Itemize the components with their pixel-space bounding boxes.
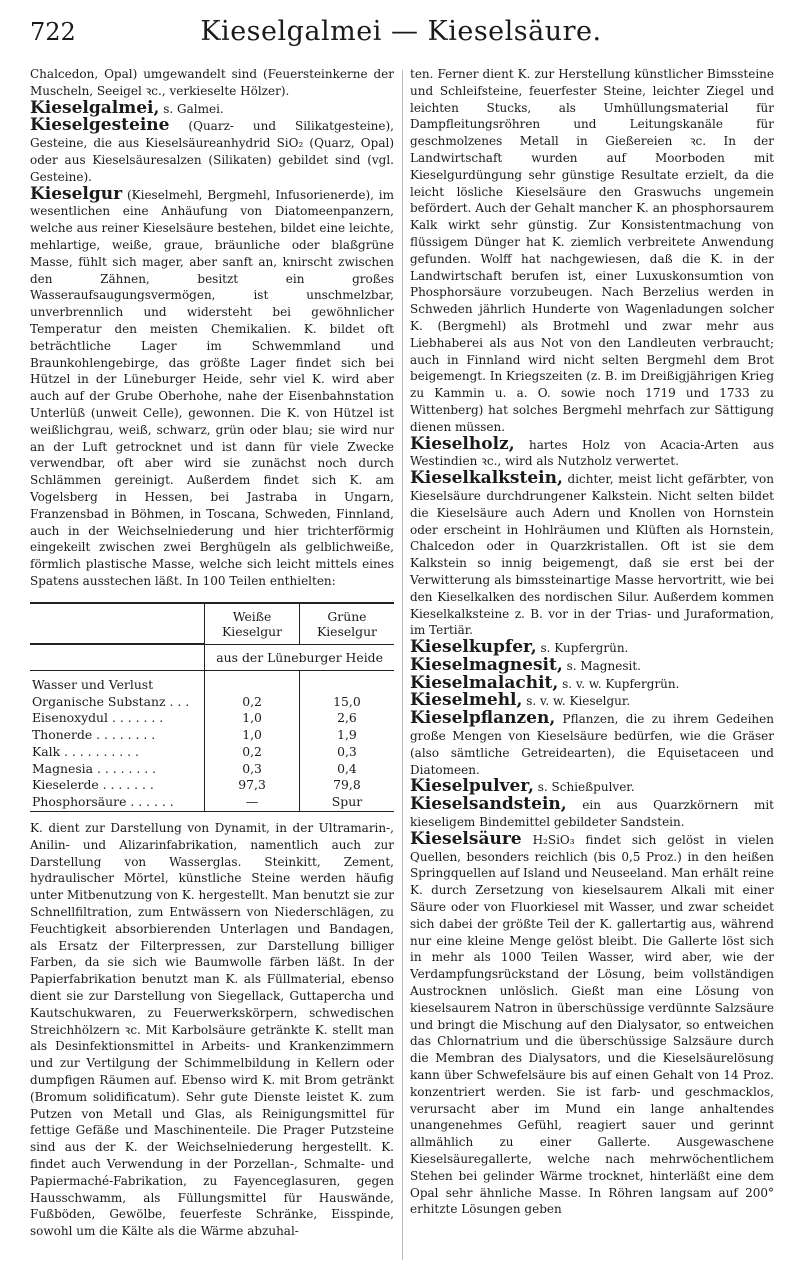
- row-label: Organische Substanz . . .: [32, 693, 190, 709]
- table-header-white: Weiße Kieselgur: [205, 603, 300, 645]
- row-value: 1,9: [299, 727, 394, 744]
- entry-term: Kieselmagnesit,: [410, 654, 563, 675]
- page-header: [30, 14, 772, 54]
- entry-kieselkalkstein: Kieselkalkstein, dichter, meist licht gefärbter, von Kieselsäure durchdrungener Kalkstein. Nicht selten bildet die Kieselsäure auch Adern und Knollen von Hornstein oder erscheint in Hohlräumen und Klüften als Hornstein, Chalcedon oder in Quarzkristallen. Oft ist sie dem Kalkstein so innig beigemengt, daß sie erst bei der Verwitterung als bimssteinartige Masse hervortritt, wie bei den Kieselkalken des nordischen Silur. Außerdem kommen Kieselkalksteine z. B. vor in der Trias- und Juraformation, im Tertiär.: [410, 468, 774, 638]
- row-value: 0,3: [205, 761, 300, 778]
- entry-term: Kieselpulver,: [410, 776, 534, 797]
- table-subheader: aus der Lüneburger Heide: [205, 644, 394, 670]
- row-label: Wasser und Verlust: [32, 676, 154, 692]
- entry-term: Kieselkupfer,: [410, 637, 537, 658]
- entry-term: Kieselholz,: [410, 433, 515, 454]
- entry-term: Kieselpflanzen,: [410, 708, 556, 729]
- entry-continuation: ten. Ferner dient K. zur Herstellung künstlicher Bimssteine und Schleifsteine, feuerfester Steine, leichter Ziegel und leichten Stucks, als Umhüllungsmaterial für Dampfleitungsröhren und Leitungskanäle für geschmolzenes Metall in Gießereien ꝛc. In der Landwirtschaft wurden auf Moorboden mit Kieselgurdüngung sehr günstige Resultate erzielt, da die leicht lösliche Kieselsäure den Graswuchs ungemein befördert. Auch der Gehalt mancher K. an phosphorsaurem Kalk wirkt sehr günstig. Zur Konsistentmachung von flüssigem Dünger hat K. ziemlich verbreitete Anwendung gefunden. Wolff hat nachgewiesen, daß die K. in der Landwirtschaft berufen ist, einer Luxuskonsumtion von Phosphorsäure vorzubeugen. Nach Berzelius werden in Schweden jährlich Hunderte von Wagenladungen solcher K. (Bergmehl) als Brotmehl und zwar mehr aus Liebhaberei als aus Not von den Landleuten verbraucht; auch in Finnland wird nicht selten Bergmehl dem Brot beigemengt. In Kriegszeiten (z. B. im Dreißigjährigen Krieg zu Kammin u. a. O. sowie noch 1719 und 1733 zu Wittenberg) hat solches Bergmehl mehrfach zur Sättigung dienen müssen.: [410, 67, 775, 434]
- table-row: [30, 670, 394, 693]
- table-corner: [30, 603, 205, 645]
- row-value: 0,4: [299, 761, 394, 778]
- table-row: [30, 727, 394, 744]
- row-value: 97,3: [205, 777, 300, 794]
- entry-term: Kieselgesteine: [30, 115, 170, 136]
- entry-kieselpulver: Kieselpulver, s. Schießpulver.: [410, 776, 635, 797]
- row-value: 0,3: [299, 744, 394, 761]
- entry-kieselholz: Kieselholz, hartes Holz von Acacia-Arten aus Westindien ꝛc., wird als Nutzholz verwertet.: [410, 433, 774, 469]
- row-value: 79,8: [299, 777, 394, 794]
- row-value: Spur: [299, 794, 394, 811]
- column-divider: [402, 70, 403, 1260]
- entry-term: Kieselsäure: [410, 828, 522, 849]
- row-value: 0,2: [205, 694, 300, 711]
- table-row: [30, 761, 394, 778]
- row-label: Eisenoxydul . . . . . . .: [32, 710, 164, 726]
- entry-term: Kieselgalmei,: [30, 97, 160, 118]
- row-value: [299, 670, 394, 693]
- row-label: Kalk . . . . . . . . . .: [32, 743, 139, 759]
- entry-kieselgesteine: Kieselgesteine (Quarz- und Silikatgesteine), Gesteine, die aus Kieselsäureanhydrid SiO₂ (Quarz, Opal) oder aus Kieselsäuresalzen (Silikaten) gebildet sind (vgl. Gesteine).: [30, 115, 394, 184]
- left-column: [30, 66, 394, 1240]
- table-row: [30, 694, 394, 711]
- table-row: [30, 777, 394, 794]
- entry-term: Kieselmalachit,: [410, 672, 559, 693]
- row-value: 0,2: [205, 744, 300, 761]
- row-value: 1,0: [205, 727, 300, 744]
- row-value: 2,6: [299, 710, 394, 727]
- entry-term: Kieselgur: [30, 183, 123, 204]
- entry-kieselgur: Kieselgur (Kieselmehl, Bergmehl, Infusorienerde), im wesentlichen eine Anhäufung von Diatomeenpanzern, welche aus reiner Kieselsäure bestehen, bildet eine leichte, mehlartige, weiße, graue, bräunliche oder blaßgrüne Masse, fühlt sich mager, aber sanft an, knirscht zwischen den Zähnen, besitzt ein großes Wasseraufsaugungsvermögen, ist unschmelzbar, unverbrennlich und widersteht bei gewöhnlicher Temperatur den meisten Chemikalien. K. bildet oft beträchtliche Lager im Schwemmland und Braunkohlengebirge, das größte Lager findet sich bei Hützel in der Lüneburger Heide, sehr viel K. wird aber auch auf der Grube Oberhohe, nahe der Eisenbahnstation Unterlüß (unweit Celle), gewonnen. Die K. von Hützel ist weißlichgrau, weiß, schwarz, grün oder blau; sie wird nur an der Luft getrocknet und ist dann für viele Zwecke verwendbar, oft aber wird sie zunächst noch durch Schlämmen gereinigt. Außerdem findet sich K. am Vogelsberg in Hessen, bei Jastraba in Ungarn, Franzensbad in Böhmen, in Toscana, Schweden, Finnland, auch in der Weichselniederung und hier trichterförmig eingekeilt zwischen zwei Berghügeln als gelblichweiße, förmlich plastische Masse, welche sich leicht mittels eines Spatens ausstechen läßt. In 100 Teilen enthielten:: [30, 183, 394, 588]
- row-label: Thonerde . . . . . . . .: [32, 727, 156, 743]
- running-title: Kieselgalmei — Kieselsäure.: [200, 16, 602, 47]
- row-value: [205, 670, 300, 693]
- row-value: 1,0: [205, 710, 300, 727]
- entry-term: Kieselsandstein,: [410, 794, 567, 815]
- table-row: [30, 744, 394, 761]
- entry-kieselkupfer: Kieselkupfer, s. Kupfergrün.: [410, 637, 629, 658]
- composition-table: [30, 602, 394, 812]
- entry-continuation: Chalcedon, Opal) umgewandelt sind (Feuersteinkerne der Muscheln, Seeigel ꝛc., verkieselte Hölzer).: [30, 67, 394, 98]
- row-value: —: [205, 794, 300, 811]
- page-number: 722: [30, 18, 76, 46]
- table-header-green: Grüne Kieselgur: [299, 603, 394, 645]
- entry-kieselsaeure: Kieselsäure H₂SiO₃ findet sich gelöst in vielen Quellen, besonders reichlich (bis 0,5 Proz.) in den heißen Springquellen auf Island und Neuseeland. Man erhält reine K. durch Zersetzung von kieselsaurem Alkali mit einer Säure oder von Fluorkiesel mit Wasser, und zwar scheidet sich dabei der größte Teil der K. gallertartig aus, während nur eine kleine Menge gelöst bleibt. Die Gallerte löst sich in mehr als 1000 Teilen Wasser, wird aber, wie der Verdampfungsrückstand der Lösung, beim vollständigen Austrocknen unlöslich. Gießt man eine Lösung von kieselsaurem Natron in überschüssige verdünnte Salzsäure und bringt die Mischung auf den Dialysator, so entweichen das Chlornatrium und die überschüssige Salzsäure durch die Membran des Dialysators, und die Kieselsäurelösung kann über Schwefelsäure bis auf einen Gehalt von 14 Proz. konzentriert werden. Sie ist farb- und geschmacklos, verursacht aber im Mund ein lange anhaltendes unangenehmes Gefühl, reagiert sauer und gerinnt allmählich zu einer Gallerte. Ausgewaschene Kieselsäuregallerte, welche nach mehrwöchentlichem Stehen bei gelinder Wärme trocknet, hinterläßt eine dem Opal sehr ähnliche Masse. In Röhren langsam auf 200° erhitzte Lösungen geben: [410, 828, 774, 1217]
- entry-term: Kieselmehl,: [410, 690, 523, 711]
- row-label: Kieselerde . . . . . . .: [32, 777, 154, 793]
- row-value: 15,0: [299, 694, 394, 711]
- entry-kieselmalachit: Kieselmalachit, s. v. w. Kupfergrün.: [410, 672, 680, 693]
- entry-kieselsandstein: Kieselsandstein, ein aus Quarzkörnern mit kieseligem Bindemittel gebildeter Sandstein.: [410, 794, 774, 830]
- entry-kieselgalmei: Kieselgalmei, s. Galmei.: [30, 97, 224, 118]
- entry-kieselmehl: Kieselmehl, s. v. w. Kieselgur.: [410, 690, 631, 711]
- entry-kieselpflanzen: Kieselpflanzen, Pflanzen, die zu ihrem Gedeihen große Mengen von Kieselsäure bedürfen, wie die Gräser (also sämtliche Getreidearten), die Equisetaceen und Diatomeen.: [410, 708, 774, 777]
- right-column: [410, 66, 774, 1218]
- row-label: Phosphorsäure . . . . . .: [30, 794, 205, 811]
- table-row: [30, 710, 394, 727]
- row-label: Magnesia . . . . . . . .: [32, 760, 157, 776]
- table-row: [30, 794, 394, 811]
- entry-kieselgur-uses: K. dient zur Darstellung von Dynamit, in der Ultramarin-, Anilin- und Alizarinfabrikation, namentlich auch zur Darstellung von Wasserglas. Steinkitt, Zement, hydraulischer Mörtel, künstliche Steine werden häufig unter Mitbenutzung von K. hergestellt. Man benutzt sie zur Schnellfiltration, zum Entwässern von Niederschlägen, zu Feuchtigkeit absorbierenden Unterlagen und Bandagen, als Ersatz der Filterpressen, zur Darstellung billiger Farben, da sie sich wie Baumwolle färben läßt. In der Papierfabrikation benutzt man K. als Füllmaterial, ebenso dient sie zur Darstellung von Siegellack, Guttapercha und Kautschukwaren, zu Feuerwerkskörpern, schwedischen Streichhölzern ꝛc. Mit Karbolsäure getränkte K. stellt man als Desinfektionsmittel in Arbeits- und Krankenzimmern und zur Vertilgung der Schimmelbildung in Kellern oder dumpfigen Räumen auf. Ebenso wird K. mit Brom getränkt (Bromum solidificatum). Sehr gute Dienste leistet K. zum Putzen von Metall und Glas, als Reinigungsmittel für fettige Gefäße und Maschinenteile. Die Prager Putzsteine sind aus der K. der Weichselniederung hergestellt. K. findet auch Verwendung in der Porzellan-, Schmalte- und Papiermaché-Fabrikation, zu Fayenceglasuren, gegen Hausschwamm, als Füllungsmittel für Hauswände, Fußböden, Gewölbe, feuerfeste Schränke, Eisspinde, sowohl um die Kälte als die Wärme abzuhal-: [30, 821, 394, 1239]
- entry-term: Kieselkalkstein,: [410, 468, 563, 489]
- entry-kieselmagnesit: Kieselmagnesit, s. Magnesit.: [410, 654, 641, 675]
